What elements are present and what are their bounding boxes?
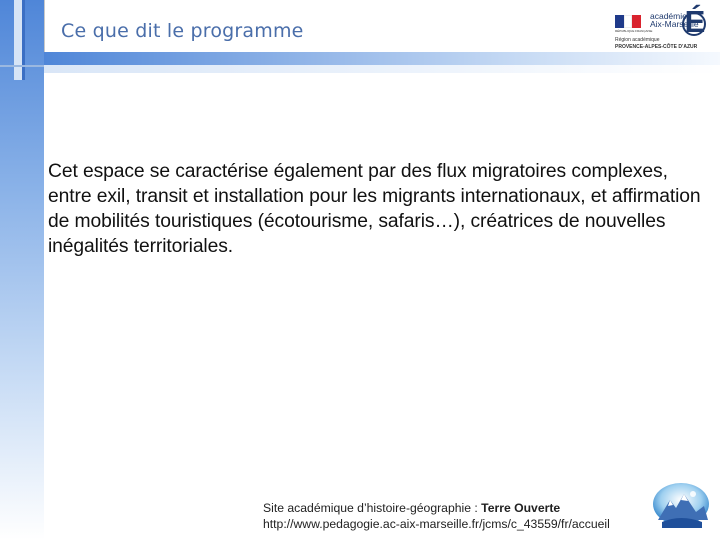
academy-line2: Aix-Marseille bbox=[650, 19, 699, 29]
footer-site-prefix: Site académique d’histoire-géographie : bbox=[263, 501, 482, 515]
left-decorative-bar bbox=[0, 0, 44, 540]
left-bar-highlight bbox=[14, 0, 22, 80]
page-title: Ce que dit le programme bbox=[61, 20, 304, 42]
header-band bbox=[44, 52, 720, 65]
republic-text: RÉPUBLIQUE FRANÇAISE bbox=[615, 29, 653, 33]
program-paragraph: Cet espace se caractérise également par des flux migratoires complexes, entre exil, transit et installation pour les migrants internationaux, et affirmation de mobilités touristiques (écotourisme, safaris…), créatrices de nouvelles inégalités territoriales. bbox=[48, 161, 701, 257]
terre-ouverte-mountain-icon bbox=[652, 482, 710, 530]
corner-divider-horizontal bbox=[0, 65, 44, 67]
academy-line1: académie bbox=[650, 11, 687, 21]
footer-url-link[interactable]: http://www.pedagogie.ac-aix-marseille.fr/jcms/c_43559/fr/accueil bbox=[263, 517, 610, 531]
region-line2: PROVENCE-ALPES-CÔTE D’AZUR bbox=[615, 44, 698, 50]
footer-credits bbox=[263, 500, 610, 532]
left-bar-accent bbox=[22, 0, 25, 80]
region-line1: Région académique bbox=[615, 37, 660, 43]
header-band-shadow bbox=[44, 65, 720, 73]
corner-divider-vertical bbox=[44, 0, 45, 52]
french-flag-icon bbox=[615, 15, 641, 28]
footer-site-name: Terre Ouverte bbox=[481, 501, 561, 515]
emblem-letter: É bbox=[684, 4, 706, 39]
footer-site-line bbox=[263, 500, 610, 516]
academy-logo bbox=[612, 4, 712, 52]
